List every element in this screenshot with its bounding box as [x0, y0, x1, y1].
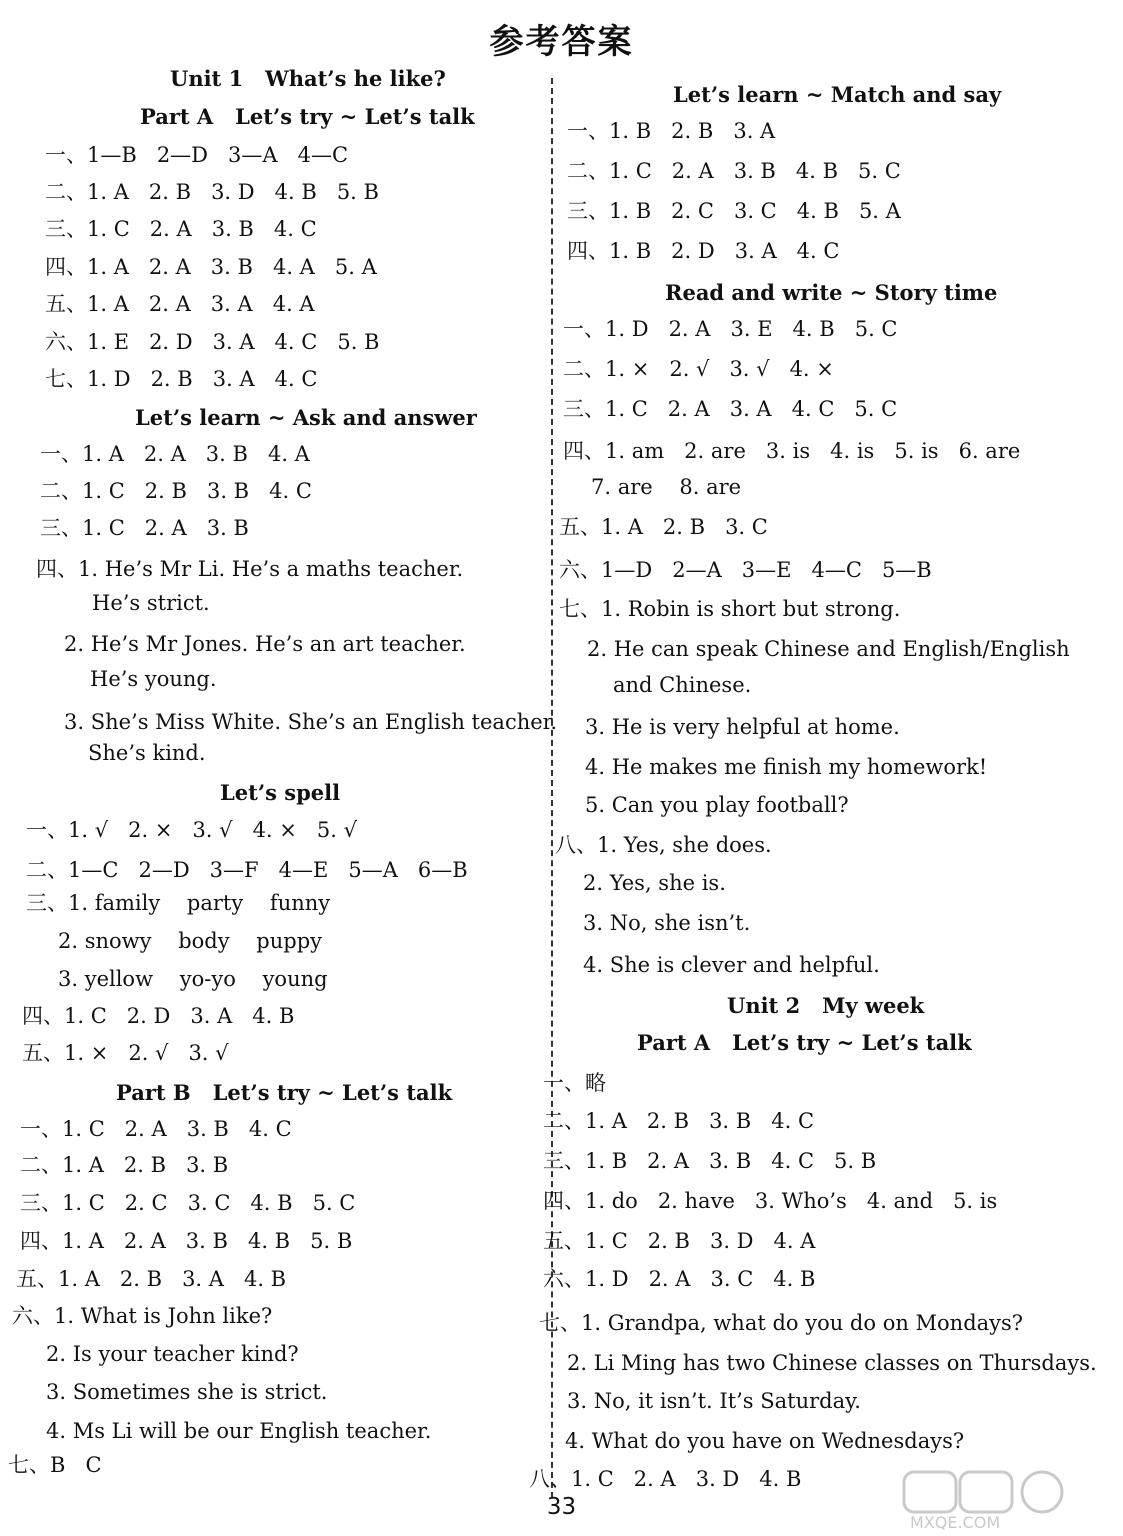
answer-line: 七、1. D 2. B 3. A 4. C	[45, 367, 318, 391]
answer-line: 七、B C	[8, 1453, 102, 1477]
answer-line: 3. He is very helpful at home.	[585, 715, 900, 739]
answer-line: 四、1. C 2. D 3. A 4. B	[22, 1004, 295, 1028]
answer-line: 三、1. family party funny	[26, 891, 331, 915]
answer-line: 四、1. A 2. A 3. B 4. A 5. A	[45, 255, 377, 279]
section-heading: Part A Let’s try ~ Let’s talk	[637, 1030, 972, 1055]
unit-heading: Unit 2 My week	[727, 993, 925, 1018]
section-heading: Let’s spell	[220, 780, 341, 805]
answer-line: 五、1. A 2. B 3. C	[559, 515, 768, 539]
answer-line: 一、1—B 2—D 3—A 4—C	[45, 143, 349, 167]
answer-line: 七、1. Robin is short but strong.	[559, 597, 901, 621]
answer-line: 一、1. √ 2. × 3. √ 4. × 5. √	[26, 818, 357, 842]
answer-line: 八、1. Yes, she does.	[555, 833, 772, 857]
answer-line: 一、1. B 2. B 3. A	[567, 119, 776, 143]
answer-line: 一、1. A 2. A 3. B 4. A	[40, 442, 310, 466]
answer-line: 三、1. C 2. A 3. B	[40, 516, 249, 540]
section-heading: Let’s learn ~ Match and say	[673, 82, 1002, 107]
answer-line: 七、1. Grandpa, what do you do on Mondays?	[539, 1311, 1024, 1335]
answer-line: 3. She’s Miss White. She’s an English teacher.	[64, 710, 558, 734]
answer-line: 六、1. What is John like?	[12, 1304, 273, 1328]
answer-line: 三、1. C 2. A 3. B 4. C	[45, 217, 317, 241]
answer-line: 八、1. C 2. A 3. D 4. B	[529, 1467, 802, 1491]
section-heading: Let’s learn ~ Ask and answer	[135, 405, 477, 430]
watermark-logo-icon	[900, 1468, 1120, 1532]
answer-line: 7. are 8. are	[591, 475, 742, 499]
answer-line: 5. Can you play football?	[585, 793, 849, 817]
answer-line: 二、1. C 2. A 3. B 4. B 5. C	[567, 159, 901, 183]
answer-line: 四、1. A 2. A 3. B 4. B 5. B	[20, 1229, 353, 1253]
answer-line: 二、1. × 2. √ 3. √ 4. ×	[563, 357, 834, 381]
answer-line: 2. Is your teacher kind?	[46, 1342, 299, 1366]
answer-line: 一、1. C 2. A 3. B 4. C	[20, 1117, 292, 1141]
answer-line: 2. He can speak Chinese and English/English	[587, 637, 1070, 661]
section-heading: Part A Let’s try ~ Let’s talk	[140, 104, 475, 129]
answer-line: 四、1. B 2. D 3. A 4. C	[567, 239, 840, 263]
answer-line: 2. Yes, she is.	[583, 871, 726, 895]
answer-line: 2. He’s Mr Jones. He’s an art teacher.	[64, 632, 466, 656]
answer-line: 4. What do you have on Wednesdays?	[565, 1429, 965, 1453]
page-number: 33	[546, 1494, 577, 1520]
answer-line: 一、略	[543, 1071, 606, 1095]
answer-line: 四、1. am 2. are 3. is 4. is 5. is 6. are	[563, 439, 1021, 463]
answer-line: She’s kind.	[88, 741, 206, 765]
answer-line: and Chinese.	[613, 673, 752, 697]
answer-line: 4. Ms Li will be our English teacher.	[46, 1419, 432, 1443]
section-heading: Part B Let’s try ~ Let’s talk	[116, 1080, 453, 1105]
answer-line: 五、1. A 2. A 3. A 4. A	[45, 292, 315, 316]
answer-line: 五、1. C 2. B 3. D 4. A	[543, 1229, 816, 1253]
answer-line: 4. He makes me finish my homework!	[585, 755, 988, 779]
answer-line: 六、1. E 2. D 3. A 4. C 5. B	[45, 330, 380, 354]
unit-heading: Unit 1 What’s he like?	[170, 66, 446, 91]
answer-line: 四、1. do 2. have 3. Who’s 4. and 5. is	[543, 1189, 998, 1213]
answer-line: He’s strict.	[92, 591, 210, 615]
answer-line: 五、1. A 2. B 3. A 4. B	[16, 1267, 287, 1291]
answer-line: 二、1. A 2. B 3. D 4. B 5. B	[45, 180, 379, 204]
answer-line: 三、1. C 2. C 3. C 4. B 5. C	[20, 1191, 356, 1215]
answer-line: 三、1. C 2. A 3. A 4. C 5. C	[563, 397, 898, 421]
answer-line: 2. snowy body puppy	[58, 929, 323, 953]
answer-line: 三、1. B 2. A 3. B 4. C 5. B	[543, 1149, 877, 1173]
answer-line: 六、1. D 2. A 3. C 4. B	[543, 1267, 816, 1291]
answer-line: 二、1. C 2. B 3. B 4. C	[40, 479, 312, 503]
answer-line: 六、1—D 2—A 3—E 4—C 5—B	[559, 558, 932, 582]
answer-line: 3. No, it isn’t. It’s Saturday.	[567, 1389, 861, 1413]
answer-line: 二、1—C 2—D 3—F 4—E 5—A 6—B	[26, 858, 468, 882]
answer-line: 2. Li Ming has two Chinese classes on Thursdays.	[567, 1351, 1097, 1375]
answer-line: 五、1. × 2. √ 3. √	[22, 1041, 229, 1065]
page-title: 参考答案	[489, 22, 634, 62]
watermark-text: MXQE.COM	[910, 1513, 1001, 1532]
answer-line: 二、1. A 2. B 3. B	[20, 1153, 229, 1177]
answer-line: 4. She is clever and helpful.	[583, 953, 880, 977]
answer-line: 三、1. B 2. C 3. C 4. B 5. A	[567, 199, 901, 223]
answer-line: He’s young.	[90, 667, 217, 691]
section-heading: Read and write ~ Story time	[665, 280, 998, 305]
answer-line: 四、1. He’s Mr Li. He’s a maths teacher.	[36, 557, 464, 581]
answer-line: 3. Sometimes she is strict.	[46, 1380, 328, 1404]
answer-line: 一、1. D 2. A 3. E 4. B 5. C	[563, 317, 898, 341]
answer-line: 二、1. A 2. B 3. B 4. C	[543, 1109, 815, 1133]
answer-line: 3. yellow yo-yo young	[58, 967, 328, 991]
answer-line: 3. No, she isn’t.	[583, 911, 751, 935]
